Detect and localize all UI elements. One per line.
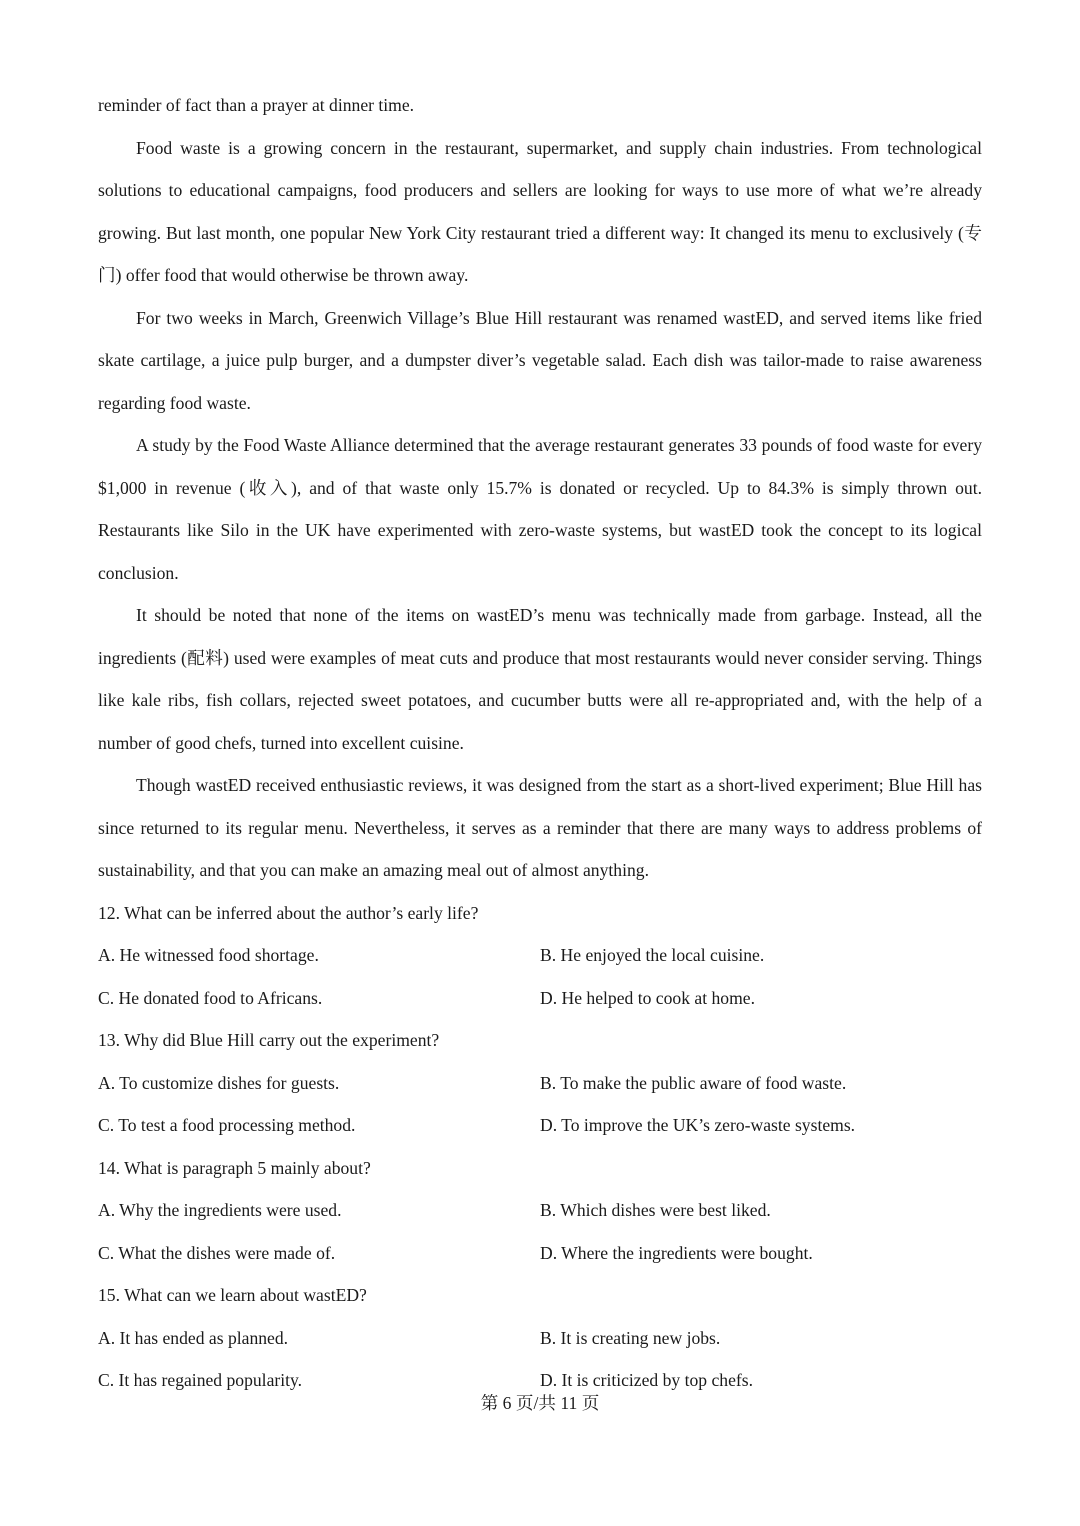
- option-c: C. What the dishes were made of.: [98, 1242, 336, 1263]
- option-row: [98, 1104, 982, 1147]
- question-stem: 12. What can be inferred about the author’s early life?: [98, 902, 479, 923]
- reading-passage: [98, 84, 982, 892]
- option-a: A. He witnessed food shortage.: [98, 945, 319, 965]
- option-row: [98, 977, 982, 1020]
- passage-paragraph: Food waste is a growing concern in the restaurant, supermarket, and supply chain industries. From technological solutions to educational campaigns, food producers and sellers are looking for ways to use more of what we’re already growing. But last month, one popular New York City restaurant tried a different way: It changed its menu to exclusively (专门) offer food that would otherwise be thrown away.: [98, 137, 982, 285]
- option-c: C. He donated food to Africans.: [98, 987, 323, 1008]
- option-row: [98, 934, 982, 977]
- option-d: D. He helped to cook at home.: [540, 987, 755, 1008]
- passage-paragraph: For two weeks in March, Greenwich Village’s Blue Hill restaurant was renamed wastED, and served items like fried skate cartilage, a juice pulp burger, and a dumpster diver’s vegetable salad. Each dish was tailor-made to raise awareness regarding food waste.: [98, 307, 982, 413]
- page-number-footer: 第 6 页/共 11 页: [480, 1393, 600, 1413]
- option-b: B. He enjoyed the local cuisine.: [540, 945, 765, 965]
- option-row: [98, 1232, 982, 1275]
- option-row: [98, 1317, 982, 1360]
- option-d: D. It is criticized by top chefs.: [540, 1370, 754, 1390]
- option-a: A. To customize dishes for guests.: [98, 1072, 340, 1093]
- question-stem: 13. Why did Blue Hill carry out the experiment?: [98, 1030, 440, 1050]
- option-a: A. Why the ingredients were used.: [98, 1200, 342, 1220]
- option-a: A. It has ended as planned.: [98, 1327, 289, 1348]
- option-b: B. It is creating new jobs.: [540, 1327, 721, 1348]
- passage-paragraph: A study by the Food Waste Alliance determined that the average restaurant generates 33 pounds of food waste for every $1,000 in revenue (收入), and of that waste only 15.7% is donated or recycled. Up to 84.3% is simply thrown out. Restaurants like Silo in the UK have experimented with zero-waste systems, but wastED took the concept to its logical conclusion.: [98, 435, 982, 583]
- option-c: C. To test a food processing method.: [98, 1115, 356, 1135]
- option-d: D. To improve the UK’s zero-waste systems.: [540, 1115, 856, 1135]
- option-b: B. Which dishes were best liked.: [540, 1200, 771, 1220]
- option-row: [98, 1189, 982, 1232]
- exam-page: [98, 84, 982, 1402]
- passage-paragraph: reminder of fact than a prayer at dinner time.: [98, 95, 415, 115]
- option-d: D. Where the ingredients were bought.: [540, 1242, 813, 1263]
- question-block-14: [98, 1147, 982, 1275]
- question-block-12: [98, 892, 982, 1020]
- passage-paragraph: It should be noted that none of the items on wastED’s menu was technically made from garbage. Instead, all the ingredients (配料) used were examples of meat cuts and produce that most restaurants would never consider serving. Things like kale ribs, fish collars, rejected sweet potatoes, and cucumber butts were all re-appropriated and, with the help of a number of good chefs, turned into excellent cuisine.: [98, 605, 982, 753]
- option-c: C. It has regained popularity.: [98, 1370, 303, 1390]
- question-stem: 14. What is paragraph 5 mainly about?: [98, 1157, 371, 1178]
- question-block-15: [98, 1274, 982, 1402]
- option-b: B. To make the public aware of food waste.: [540, 1072, 847, 1093]
- question-stem: 15. What can we learn about wastED?: [98, 1285, 367, 1305]
- passage-paragraph: Though wastED received enthusiastic reviews, it was designed from the start as a short-lived experiment; Blue Hill has since returned to its regular menu. Nevertheless, it serves as a reminder that there are many ways to address problems of sustainability, and that you can make an amazing meal out of almost anything.: [98, 775, 982, 880]
- question-block-13: [98, 1019, 982, 1147]
- option-row: [98, 1062, 982, 1105]
